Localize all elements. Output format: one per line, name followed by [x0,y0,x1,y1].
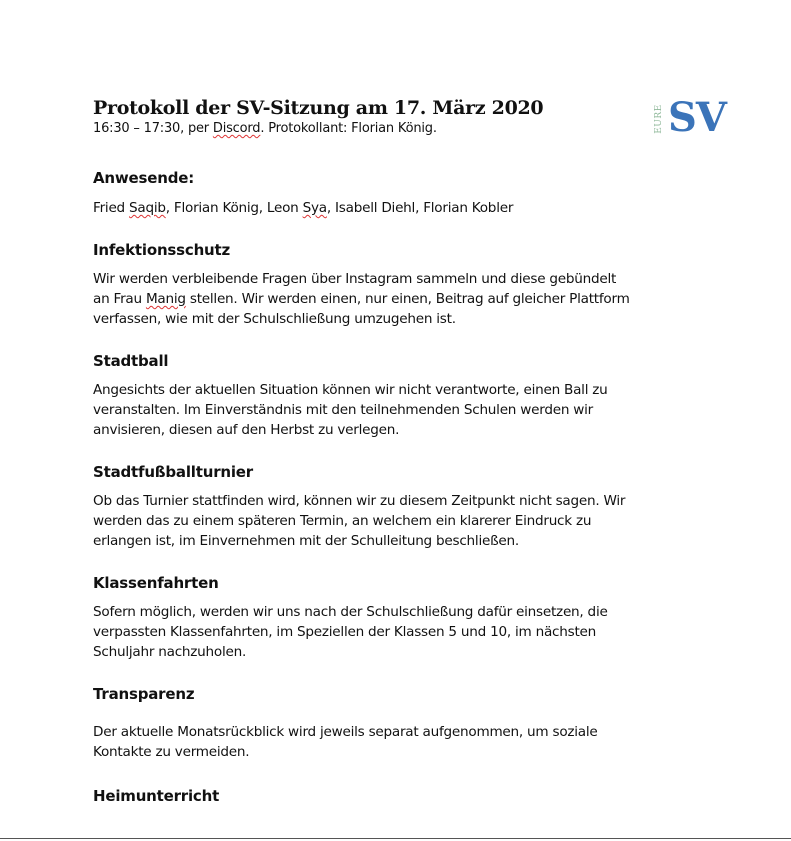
text: anvisieren, diesen auf den Herbst zu verlegen. [93,422,400,438]
text: veranstalten. Im Einverständnis mit den teilnehmenden Schulen werden wir [93,402,593,418]
section-heading-attendees: Anwesende: [93,169,195,187]
text: an Frau [93,291,146,307]
section-heading: Stadtball [93,352,169,370]
section-body [93,602,703,662]
section-body [93,491,703,551]
text: , Florian König, Leon [165,200,303,216]
section-body [93,722,703,762]
misspelled-word[interactable]: Discord [212,121,261,136]
logo-big-text: SV [668,94,726,141]
section-body [93,269,703,329]
text: verpassten Klassenfahrten, im Speziellen der Klassen 5 und 10, im nächsten [93,624,597,640]
section-heading: Infektionsschutz [93,241,231,259]
document-title: Protokoll der SV-Sitzung am 17. März 2020 [93,97,544,119]
text: verfassen, wie mit der Schulschließung umzugehen ist. [93,311,456,327]
text: Angesichts der aktuellen Situation können wir nicht verantworte, einen Ball zu [93,382,608,398]
text: Schuljahr nachzuholen. [93,644,247,660]
page-break-line [0,838,791,839]
text: Der aktuelle Monatsrückblick wird jeweils separat aufgenommen, um soziale [93,724,598,740]
section-heading: Transparenz [93,685,195,703]
text: werden das zu einem späteren Termin, an welchem ein klarerer Eindruck zu [93,513,592,529]
subtitle-text: . Protokollant: Florian König. [260,121,437,136]
misspelled-word[interactable]: Sya [302,200,327,216]
attendees-list [93,198,703,218]
section-body [93,380,703,440]
logo-small-text: EURE [653,104,664,134]
misspelled-word[interactable]: Manig [145,291,186,307]
misspelled-word[interactable]: Saqib [129,200,166,216]
section-heading: Stadtfußballturnier [93,463,253,481]
text: erlangen ist, im Einvernehmen mit der Schulleitung beschließen. [93,533,519,549]
text: Fried [93,200,130,216]
text: Ob das Turnier stattfinden wird, können wir zu diesem Zeitpunkt nicht sagen. Wir [93,493,626,509]
sv-logo [652,94,732,142]
document-page [93,96,703,806]
section-heading: Heimunterricht [93,787,220,805]
text: Sofern möglich, werden wir uns nach der Schulschließung dafür einsetzen, die [93,604,608,620]
document-subtitle [93,120,703,138]
section-heading: Klassenfahrten [93,574,219,592]
subtitle-text: 16:30 – 17:30, per [93,121,213,136]
text: Wir werden verbleibende Fragen über Instagram sammeln und diese gebündelt [93,271,617,287]
text: stellen. Wir werden einen, nur einen, Beitrag auf gleicher Plattform [185,291,630,307]
text: , Isabell Diehl, Florian Kobler [326,200,514,216]
text: Kontakte zu vermeiden. [93,744,250,760]
